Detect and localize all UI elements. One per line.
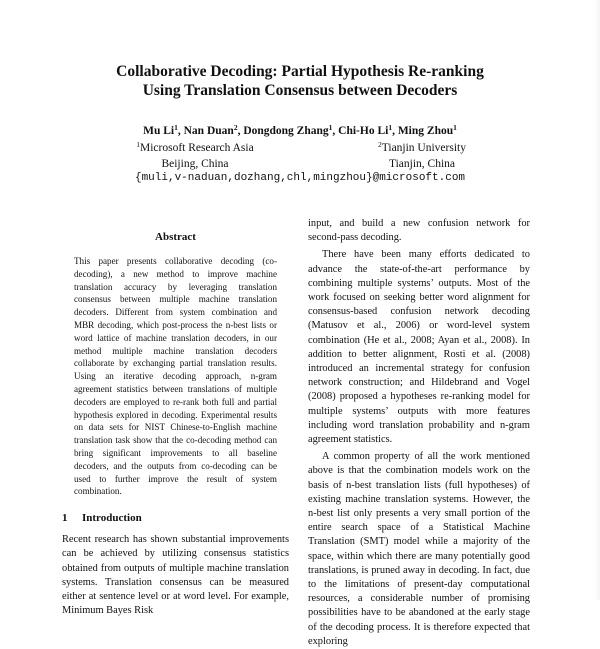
author-name: Dongdong Zhang: [243, 125, 329, 137]
author-affiliation-mark: 1: [328, 123, 333, 132]
affiliation-org: [120, 140, 270, 156]
abstract-text: This paper presents collaborative decoding (co-decoding), a new method to improve machine translation accuracy by leveraging translation consensus between multiple machine translation decoders. Different from system combination and MBR decoding, which post-process the n-best lists or word lattice of machine translation decoders, in our method multiple machine translation decoders collaborate by exchanging partial translation results. Using an iterative decoding approach, n-gram agreement statistics between translations of multiple decoders are employed to re-rank both full and partial hypothesis explored in decoding. Experimental results on data sets for NIST Chinese-to-English machine translation task show that the co-decoding method can bring significant improvements to all baseline decoders, and the outputs from co-decoding can be used to further improve the result of system combination.: [74, 256, 277, 497]
author-affiliation-mark: 2: [233, 123, 238, 132]
affiliation-mark: 1: [136, 140, 141, 149]
author-list: [60, 124, 540, 138]
affiliation-city: Beijing, China: [161, 158, 229, 170]
body-paragraph: input, and build a new confusion network for second-pass decoding.: [308, 218, 530, 244]
page-edge-shadow: [594, 0, 600, 600]
author-name: Nan Duan: [183, 125, 234, 137]
author-separator: ,: [392, 125, 398, 137]
author-affiliation-mark: 1: [388, 123, 393, 132]
body-paragraph: There have been many efforts dedicated to advance the state-of-the-art performance by combining multiple systems’ outputs. Most of the work focused on seeking better word alignment for consensus-based confusion network decoding (Matusov et al., 2006) or word-level system combination (He et al., 2008; Ayan et al., 2008). In addition to better alignment, Rosti et al. (2008) introduced an incremental strategy for confusion network construction; and Hildebrand and Vogel (2008) proposed a hypotheses re-ranking model for multiple systems’ outputs with more features including word translation probability and n-gram agreement statistics.: [308, 249, 530, 446]
author-emails: {muli,v-naduan,dozhang,chl,mingzhou}@microsoft.com: [134, 172, 466, 184]
affiliation-org-name: Microsoft Research Asia: [140, 142, 254, 154]
author-separator: ,: [237, 125, 244, 137]
introduction-paragraph: Recent research has shown substantial improvements can be achieved by utilizing consensus statistics obtained from outputs of multiple machine translation systems. Translation consensus can be measured either at sentence level or at word level. For example, Minimum Bayes Risk: [62, 534, 289, 617]
author-separator: ,: [177, 125, 184, 137]
section-number: 1: [62, 512, 68, 525]
author-name: Ming Zhou: [397, 125, 454, 137]
author-separator: ,: [332, 125, 339, 137]
affiliation-org-name: Tianjin University: [381, 142, 466, 154]
author-affiliation-mark: 1: [174, 123, 178, 132]
title-line-2: Using Translation Consensus between Decoders: [142, 82, 458, 99]
affiliation-org: [352, 140, 492, 156]
author-affiliation-mark: 1: [453, 123, 457, 132]
affiliation-mark: 2: [378, 140, 382, 149]
affiliation-city: Tianjin, China: [388, 158, 456, 170]
section-heading-introduction: [62, 511, 289, 525]
right-column: [308, 217, 530, 649]
affiliation-1: [120, 140, 270, 172]
author-name: Chi-Ho Li: [338, 125, 389, 137]
author-name: Mu Li: [143, 125, 175, 137]
affiliation-2: [352, 140, 492, 172]
left-column: [62, 230, 289, 618]
body-paragraph: A common property of all the work mentioned above is that the combination models work on the basis of n-best translation lists (full hypotheses) of existing machine translation systems. However, the n-best list only presents a very small portion of the entire search space of a Statistical Machine Translation (SMT) model while a majority of the space, within which there are many potentially good translations, is pruned away in decoding. In fact, due to the limitations of present-day computational resources, a considerable number of promising possibilities have to be abandoned at the early stage of the decoding process. It is therefore expected that exploring: [308, 451, 530, 647]
title-line-1: Collaborative Decoding: Partial Hypothesis Re-ranking: [116, 63, 484, 80]
paper-title: [60, 62, 540, 100]
section-title: Introduction: [82, 512, 142, 525]
abstract-heading: Abstract: [155, 231, 196, 243]
